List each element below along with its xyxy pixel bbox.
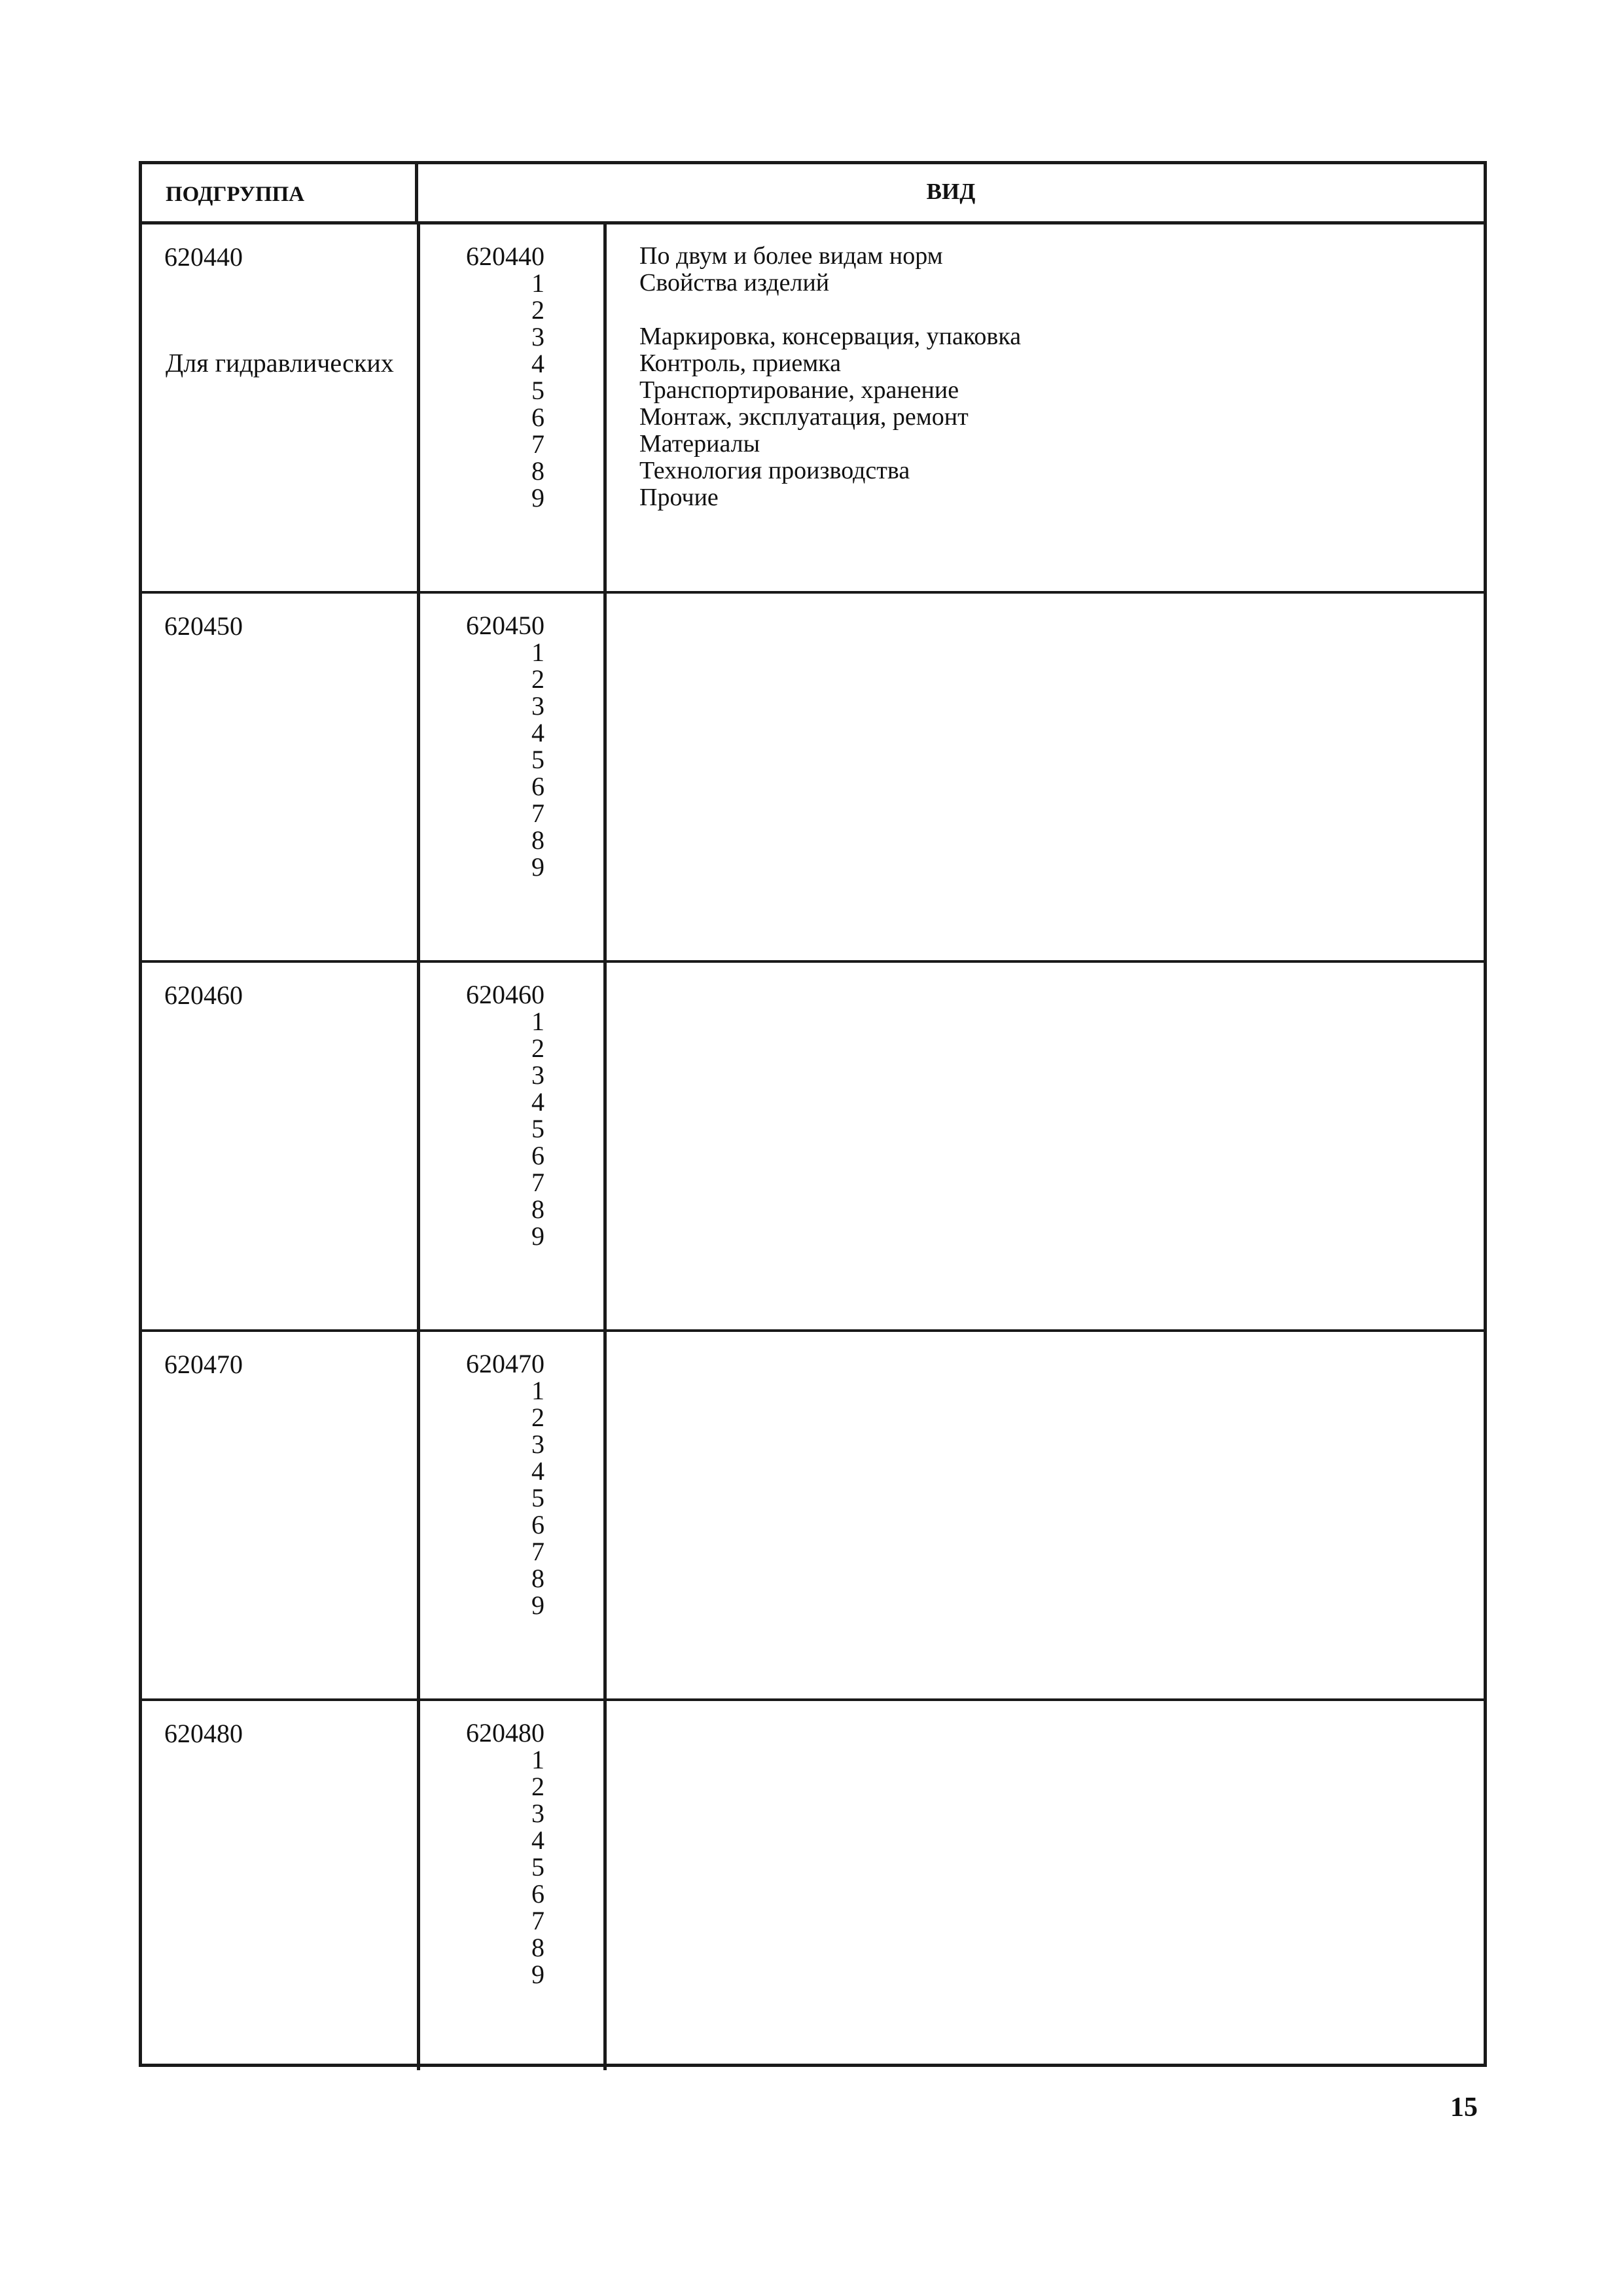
kind-codes-cell bbox=[420, 1701, 607, 2070]
header-subgroup: ПОДГРУППА bbox=[142, 164, 418, 221]
subgroup-code: 620480 bbox=[164, 1719, 243, 1748]
kind-code: 4 bbox=[531, 1087, 544, 1117]
kind-description: Монтаж, эксплуатация, ремонт bbox=[639, 403, 969, 431]
kind-code: 1 bbox=[531, 1376, 544, 1405]
kind-code: 7 bbox=[531, 1168, 544, 1197]
kind-code-list bbox=[466, 1719, 544, 1988]
table-row bbox=[142, 224, 1484, 594]
kind-codes-cell bbox=[420, 224, 607, 591]
kind-description-cell bbox=[607, 963, 1484, 1329]
kind-code: 620440 bbox=[466, 242, 544, 271]
kind-code: 7 bbox=[531, 429, 544, 459]
kind-code: 4 bbox=[531, 1825, 544, 1855]
kind-codes-cell bbox=[420, 594, 607, 960]
kind-description: Материалы bbox=[639, 430, 760, 457]
kind-codes-cell bbox=[420, 1332, 607, 1698]
subgroup-cell bbox=[142, 1701, 420, 2070]
subgroup-cell bbox=[142, 1332, 420, 1698]
header-kind: ВИД bbox=[926, 179, 976, 204]
kind-description: Контроль, приемка bbox=[639, 350, 841, 377]
kind-description-cell bbox=[607, 1701, 1484, 2070]
kind-code: 620480 bbox=[466, 1718, 544, 1748]
table-row bbox=[142, 963, 1484, 1332]
kind-code: 1 bbox=[531, 268, 544, 298]
kind-code: 1 bbox=[531, 637, 544, 667]
kind-code: 9 bbox=[531, 483, 544, 512]
kind-code: 5 bbox=[531, 1483, 544, 1513]
kind-code: 6 bbox=[531, 1510, 544, 1539]
kind-code: 3 bbox=[531, 1799, 544, 1828]
kind-code: 6 bbox=[531, 1141, 544, 1170]
kind-code: 620460 bbox=[466, 980, 544, 1009]
kind-code: 5 bbox=[531, 745, 544, 774]
kind-description-cell bbox=[607, 224, 1484, 591]
kind-code: 620450 bbox=[466, 611, 544, 640]
kind-code: 7 bbox=[531, 798, 544, 828]
table-row bbox=[142, 1332, 1484, 1701]
subgroup-cell bbox=[142, 963, 420, 1329]
table-body bbox=[142, 224, 1484, 2064]
classifier-table bbox=[139, 161, 1487, 2067]
kind-code: 2 bbox=[531, 1772, 544, 1801]
subgroup-code: 620450 bbox=[164, 611, 243, 641]
kind-code-list bbox=[466, 243, 544, 511]
kind-code: 2 bbox=[531, 664, 544, 694]
kind-code: 8 bbox=[531, 1933, 544, 1962]
kind-description-list bbox=[639, 243, 1021, 511]
subgroup-cell bbox=[142, 224, 420, 591]
kind-code: 2 bbox=[531, 1403, 544, 1432]
kind-code: 1 bbox=[531, 1745, 544, 1774]
kind-code: 620470 bbox=[466, 1349, 544, 1378]
kind-code: 4 bbox=[531, 349, 544, 378]
kind-code: 5 bbox=[531, 1114, 544, 1143]
table-header bbox=[142, 164, 1484, 224]
kind-code-list bbox=[466, 1350, 544, 1619]
kind-code: 1 bbox=[531, 1007, 544, 1036]
kind-code: 6 bbox=[531, 1879, 544, 1909]
kind-code: 3 bbox=[531, 322, 544, 351]
kind-code: 7 bbox=[531, 1537, 544, 1566]
kind-code: 9 bbox=[531, 1960, 544, 1989]
kind-code: 8 bbox=[531, 1564, 544, 1593]
kind-code: 8 bbox=[531, 825, 544, 855]
kind-code-list bbox=[466, 612, 544, 880]
kind-code: 6 bbox=[531, 772, 544, 801]
kind-code: 5 bbox=[531, 1852, 544, 1882]
kind-description-cell bbox=[607, 1332, 1484, 1698]
subgroup-note: Для гидравлических bbox=[166, 348, 394, 378]
kind-code: 4 bbox=[531, 1456, 544, 1486]
kind-description: Свойства изделий bbox=[639, 269, 830, 296]
kind-code: 3 bbox=[531, 1060, 544, 1090]
table-row bbox=[142, 1701, 1484, 2070]
kind-code: 3 bbox=[531, 1429, 544, 1459]
kind-code: 9 bbox=[531, 1590, 544, 1620]
kind-description: По двум и более видам норм bbox=[639, 242, 943, 270]
kind-code-list bbox=[466, 981, 544, 1249]
kind-code: 7 bbox=[531, 1906, 544, 1935]
table-row bbox=[142, 594, 1484, 963]
subgroup-code: 620470 bbox=[164, 1350, 243, 1379]
subgroup-cell bbox=[142, 594, 420, 960]
kind-code: 2 bbox=[531, 295, 544, 325]
kind-description: Технология производства bbox=[639, 457, 910, 484]
subgroup-code: 620460 bbox=[164, 980, 243, 1010]
kind-description: Транспортирование, хранение bbox=[639, 376, 959, 404]
kind-description-cell bbox=[607, 594, 1484, 960]
subgroup-code: 620440 bbox=[164, 242, 243, 272]
kind-code: 6 bbox=[531, 403, 544, 432]
kind-code: 2 bbox=[531, 1033, 544, 1063]
page-number: 15 bbox=[1450, 2092, 1478, 2123]
kind-code: 8 bbox=[531, 1194, 544, 1224]
kind-code: 4 bbox=[531, 718, 544, 747]
kind-code: 9 bbox=[531, 852, 544, 882]
kind-code: 3 bbox=[531, 691, 544, 721]
kind-code: 5 bbox=[531, 376, 544, 405]
kind-code: 9 bbox=[531, 1221, 544, 1251]
kind-description: Прочие bbox=[639, 484, 719, 511]
kind-codes-cell bbox=[420, 963, 607, 1329]
kind-code: 8 bbox=[531, 456, 544, 486]
kind-description: Маркировка, консервация, упаковка bbox=[639, 323, 1022, 350]
kind-description bbox=[639, 296, 1021, 323]
